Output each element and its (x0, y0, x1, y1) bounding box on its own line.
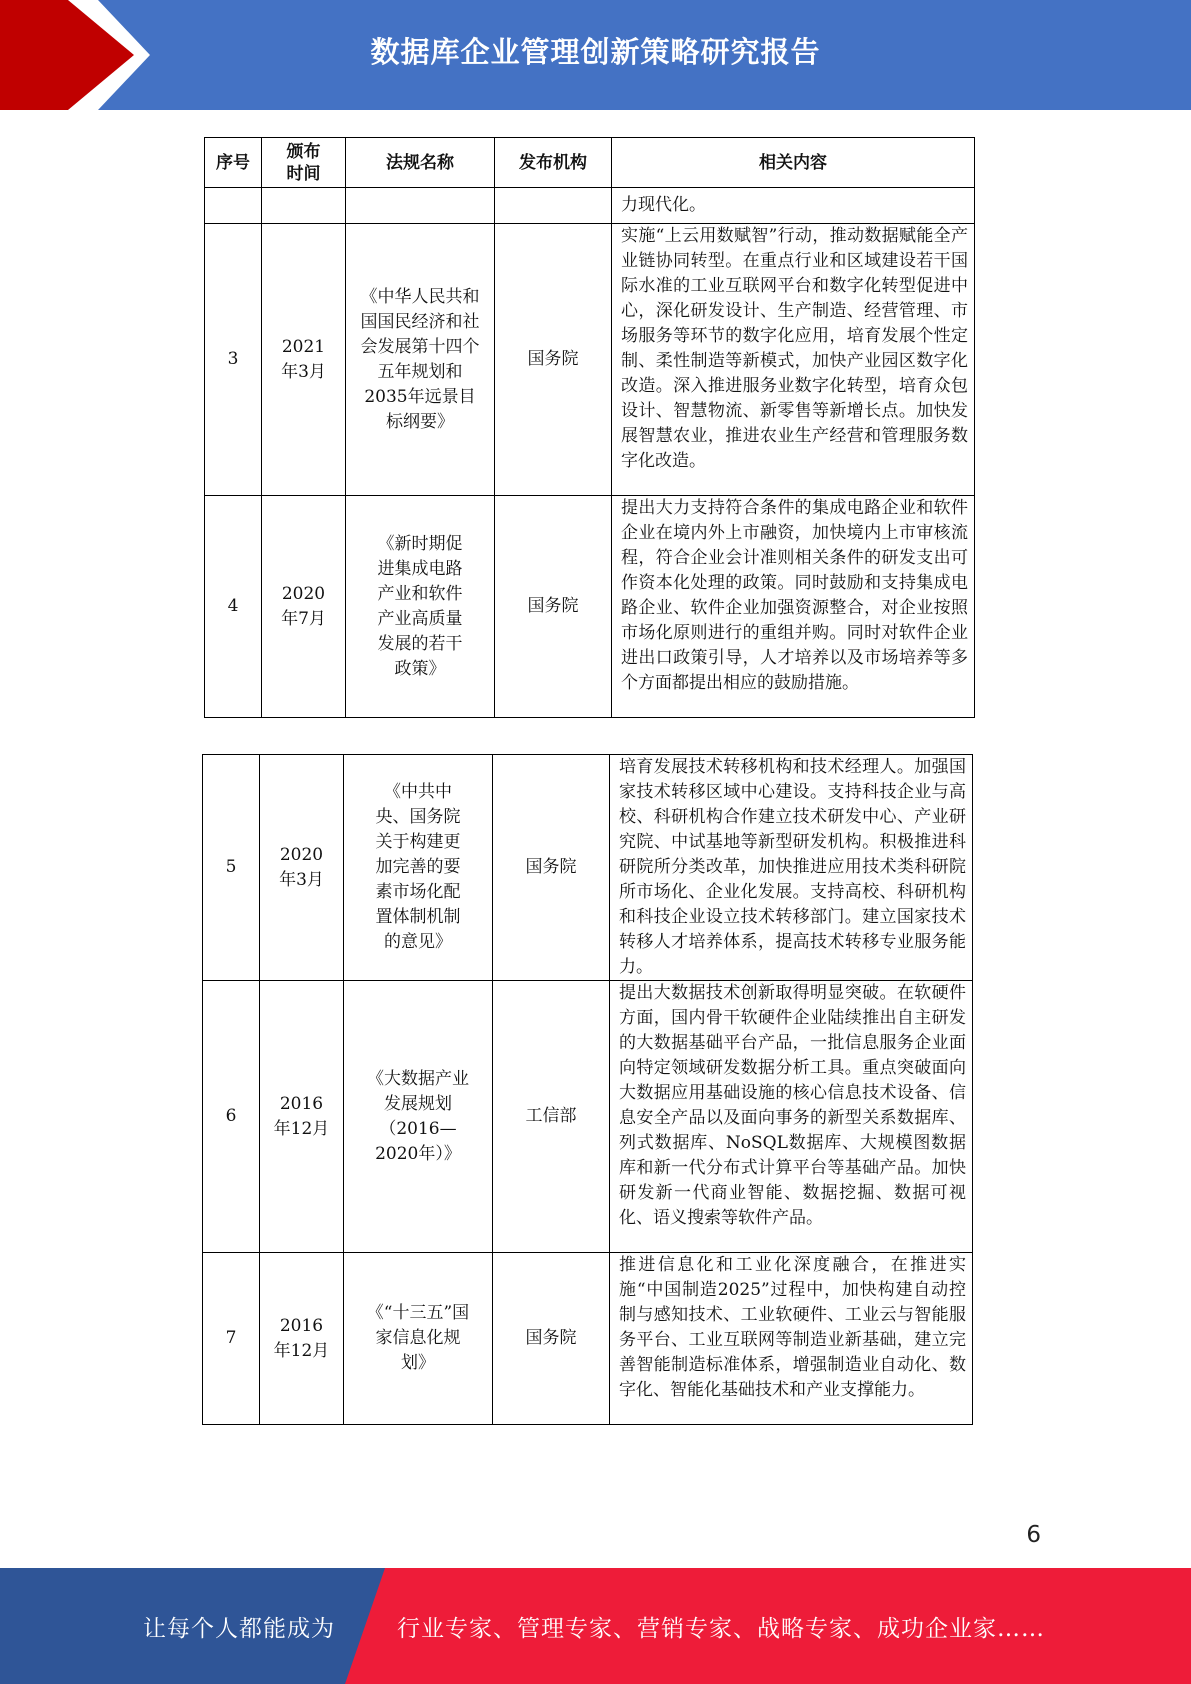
row-date: 2016年12月 (260, 981, 344, 1253)
policy-table-2 (202, 754, 973, 1425)
header-no: 序号 (205, 138, 262, 188)
row-content: 培育发展技术转移机构和技术经理人。加强国家技术转移区域中心建设。支持科技企业与高校、科研机构合作建立技术研发中心、产业研究院、中试基地等新型研发机构。积极推进科研院所分类改革，加快推进应用技术类科研院所市场化、企业化发展。支持高校、科研机构和科技企业设立技术转移部门。建立国家技术转移人才培养体系，提高技术转移专业服务能力。 (610, 755, 973, 981)
row-content: 实施“上云用数赋智”行动，推动数据赋能全产业链协同转型。在重点行业和区域建设若干国际水准的工业互联网平台和数字化转型促进中心，深化研发设计、生产制造、经营管理、市场服务等环节的数字化应用，培育发展个性定制、柔性制造等新模式，加快产业园区数字化改造。深入推进服务业数字化转型，培育众包设计、智慧物流、新零售等新增长点。加快发展智慧农业，推进农业生产经营和管理服务数字化改造。 (612, 224, 975, 496)
policy-table-1 (204, 137, 975, 718)
table-row (203, 1253, 973, 1425)
row-content: 提出大数据技术创新取得明显突破。在软硬件方面，国内骨干软硬件企业陆续推出自主研发的大数据基础平台产品，一批信息服务企业面向特定领域研发数据分析工具。重点突破面向大数据应用基础设施的核心信息技术设备、信息安全产品以及面向事务的新型关系数据库、列式数据库、NoSQL数据库、大规模图数据库和新一代分布式计算平台等基础产品。加快研发新一代商业智能、数据挖掘、数据可视化、语义搜索等软件产品。 (610, 981, 973, 1253)
row-name: 《中共中央、国务院关于构建更加完善的要素市场化配置体制机制的意见》 (344, 755, 493, 981)
row-date: 2021年3月 (262, 224, 346, 496)
header-name: 法规名称 (346, 138, 495, 188)
row-no: 6 (203, 981, 260, 1253)
row-no: 7 (203, 1253, 260, 1425)
row-no: 5 (203, 755, 260, 981)
page-number: 6 (1026, 1522, 1041, 1548)
row-org: 国务院 (495, 224, 612, 496)
footer-slogan-right: 行业专家、管理专家、营销专家、战略专家、成功企业家…… (397, 1616, 1045, 1642)
table-header-row (205, 138, 975, 188)
table-row (205, 224, 975, 496)
table-row (203, 755, 973, 981)
table-row (205, 496, 975, 718)
row-org (495, 188, 612, 224)
row-name: 《“十三五”国家信息化规划》 (344, 1253, 493, 1425)
row-name: 《新时期促进集成电路产业和软件产业高质量发展的若干政策》 (346, 496, 495, 718)
row-content: 提出大力支持符合条件的集成电路企业和软件企业在境内外上市融资，加快境内上市审核流程，符合企业会计准则相关条件的研发支出可作资本化处理的政策。同时鼓励和支持集成电路企业、软件企业加强资源整合，对企业按照市场化原则进行的重组并购。同时对软件企业进出口政策引导，人才培养以及市场培养等多个方面都提出相应的鼓励措施。 (612, 496, 975, 718)
row-name: 《大数据产业发展规划（2016—2020年）》 (344, 981, 493, 1253)
row-org: 工信部 (493, 981, 610, 1253)
row-name: 《中华人民共和国国民经济和社会发展第十四个五年规划和2035年远景目标纲要》 (346, 224, 495, 496)
footer-slogan-left: 让每个人都能成为 (143, 1616, 335, 1642)
row-date: 2020年3月 (260, 755, 344, 981)
row-date (262, 188, 346, 224)
row-no (205, 188, 262, 224)
row-no: 3 (205, 224, 262, 496)
row-name (346, 188, 495, 224)
row-org: 国务院 (493, 1253, 610, 1425)
page-header (0, 0, 1191, 110)
row-date: 2016年12月 (260, 1253, 344, 1425)
header-org: 发布机构 (495, 138, 612, 188)
table-row (203, 981, 973, 1253)
row-date: 2020年7月 (262, 496, 346, 718)
header-date: 颁布时间 (262, 138, 346, 188)
row-org: 国务院 (495, 496, 612, 718)
report-title: 数据库企业管理创新策略研究报告 (370, 35, 821, 69)
table-row (205, 188, 975, 224)
row-content: 推进信息化和工业化深度融合，在推进实施“中国制造2025”过程中，加快构建自动控制与感知技术、工业软硬件、工业云与智能服务平台、工业互联网等制造业新基础，建立完善智能制造标准体系，增强制造业自动化、数字化、智能化基础技术和产业支撑能力。 (610, 1253, 973, 1425)
page-footer (0, 1568, 1191, 1684)
row-no: 4 (205, 496, 262, 718)
header-content: 相关内容 (612, 138, 975, 188)
row-content: 力现代化。 (612, 188, 975, 224)
row-org: 国务院 (493, 755, 610, 981)
